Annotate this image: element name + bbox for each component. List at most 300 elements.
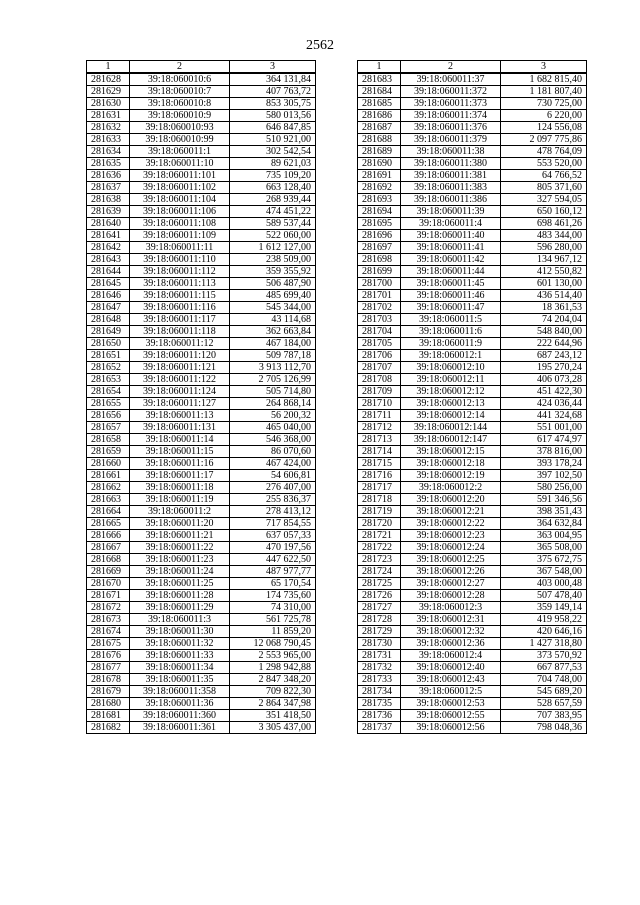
table-row — [87, 278, 316, 290]
cadastral-number-cell: 39:18:060011:20 — [130, 518, 230, 530]
table-row — [87, 86, 316, 98]
value-cell: 2 097 775,86 — [501, 134, 587, 146]
cadastral-number-cell: 39:18:060011:376 — [401, 122, 501, 134]
cadastral-number-cell: 39:18:060011:23 — [130, 554, 230, 566]
row-number-cell: 281714 — [358, 446, 401, 458]
row-number-cell: 281654 — [87, 386, 130, 398]
cadastral-number-cell: 39:18:060011:22 — [130, 542, 230, 554]
value-cell: 424 036,44 — [501, 398, 587, 410]
table-row — [358, 542, 587, 554]
cadastral-number-cell: 39:18:060012:13 — [401, 398, 501, 410]
row-number-cell: 281657 — [87, 422, 130, 434]
cadastral-number-cell: 39:18:060011:120 — [130, 350, 230, 362]
cadastral-number-cell: 39:18:060011:2 — [130, 506, 230, 518]
table-row — [87, 578, 316, 590]
value-cell: 650 160,12 — [501, 206, 587, 218]
table-row — [358, 206, 587, 218]
row-number-cell: 281631 — [87, 110, 130, 122]
value-cell: 276 407,00 — [230, 482, 316, 494]
table-row — [87, 638, 316, 650]
cadastral-number-cell: 39:18:060011:44 — [401, 266, 501, 278]
table-row — [358, 434, 587, 446]
table-row — [358, 674, 587, 686]
row-number-cell: 281732 — [358, 662, 401, 674]
value-cell: 327 594,05 — [501, 194, 587, 206]
table-row — [87, 170, 316, 182]
row-number-cell: 281643 — [87, 254, 130, 266]
row-number-cell: 281731 — [358, 650, 401, 662]
table-header-row — [358, 61, 587, 74]
table-row — [358, 578, 587, 590]
row-number-cell: 281704 — [358, 326, 401, 338]
value-cell: 522 060,00 — [230, 230, 316, 242]
row-number-cell: 281667 — [87, 542, 130, 554]
value-cell: 397 102,50 — [501, 470, 587, 482]
row-number-cell: 281696 — [358, 230, 401, 242]
row-number-cell: 281629 — [87, 86, 130, 98]
cadastral-number-cell: 39:18:060010:99 — [130, 134, 230, 146]
value-cell: 663 128,40 — [230, 182, 316, 194]
value-cell: 134 967,12 — [501, 254, 587, 266]
column-header-1: 1 — [358, 61, 401, 74]
row-number-cell: 281676 — [87, 650, 130, 662]
table-row — [358, 170, 587, 182]
table-row — [358, 638, 587, 650]
cadastral-number-cell: 39:18:060012:20 — [401, 494, 501, 506]
cadastral-number-cell: 39:18:060011:374 — [401, 110, 501, 122]
row-number-cell: 281737 — [358, 722, 401, 734]
column-header-3: 3 — [230, 61, 316, 74]
value-cell: 798 048,36 — [501, 722, 587, 734]
cadastral-number-cell: 39:18:060011:39 — [401, 206, 501, 218]
table-row — [358, 98, 587, 110]
value-cell: 447 622,50 — [230, 554, 316, 566]
value-cell: 637 057,33 — [230, 530, 316, 542]
value-cell: 363 004,95 — [501, 530, 587, 542]
value-cell: 3 305 437,00 — [230, 722, 316, 734]
row-number-cell: 281686 — [358, 110, 401, 122]
table-row — [358, 386, 587, 398]
cadastral-number-cell: 39:18:060011:42 — [401, 254, 501, 266]
cadastral-number-cell: 39:18:060011:379 — [401, 134, 501, 146]
table-row — [87, 374, 316, 386]
cadastral-number-cell: 39:18:060012:15 — [401, 446, 501, 458]
cadastral-number-cell: 39:18:060011:121 — [130, 362, 230, 374]
row-number-cell: 281652 — [87, 362, 130, 374]
row-number-cell: 281630 — [87, 98, 130, 110]
table-row — [358, 602, 587, 614]
cadastral-number-cell: 39:18:060011:32 — [130, 638, 230, 650]
row-number-cell: 281650 — [87, 338, 130, 350]
row-number-cell: 281711 — [358, 410, 401, 422]
table-row — [87, 254, 316, 266]
cadastral-number-cell: 39:18:060012:31 — [401, 614, 501, 626]
row-number-cell: 281709 — [358, 386, 401, 398]
row-number-cell: 281722 — [358, 542, 401, 554]
value-cell: 222 644,96 — [501, 338, 587, 350]
cadastral-number-cell: 39:18:060011:18 — [130, 482, 230, 494]
value-cell: 485 699,40 — [230, 290, 316, 302]
table-row — [87, 338, 316, 350]
value-cell: 436 514,40 — [501, 290, 587, 302]
cadastral-number-cell: 39:18:060011:127 — [130, 398, 230, 410]
value-cell: 54 606,81 — [230, 470, 316, 482]
cadastral-number-cell: 39:18:060012:144 — [401, 422, 501, 434]
table-row — [87, 73, 316, 86]
row-number-cell: 281659 — [87, 446, 130, 458]
cadastral-number-cell: 39:18:060011:109 — [130, 230, 230, 242]
table-row — [87, 662, 316, 674]
cadastral-number-cell: 39:18:060012:10 — [401, 362, 501, 374]
table-row — [358, 314, 587, 326]
cadastral-number-cell: 39:18:060010:9 — [130, 110, 230, 122]
row-number-cell: 281669 — [87, 566, 130, 578]
row-number-cell: 281639 — [87, 206, 130, 218]
table-row — [87, 458, 316, 470]
table-row — [87, 218, 316, 230]
table-row — [87, 494, 316, 506]
table-row — [358, 482, 587, 494]
cadastral-number-cell: 39:18:060011:360 — [130, 710, 230, 722]
row-number-cell: 281677 — [87, 662, 130, 674]
value-cell: 74 204,04 — [501, 314, 587, 326]
row-number-cell: 281701 — [358, 290, 401, 302]
cadastral-number-cell: 39:18:060011:24 — [130, 566, 230, 578]
table-row — [358, 614, 587, 626]
cadastral-number-cell: 39:18:060011:3 — [130, 614, 230, 626]
table-row — [87, 98, 316, 110]
table-row — [87, 146, 316, 158]
cadastral-number-cell: 39:18:060012:4 — [401, 650, 501, 662]
cadastral-number-cell: 39:18:060012:19 — [401, 470, 501, 482]
table-row — [358, 122, 587, 134]
row-number-cell: 281673 — [87, 614, 130, 626]
cadastral-number-cell: 39:18:060011:45 — [401, 278, 501, 290]
row-number-cell: 281736 — [358, 710, 401, 722]
value-cell: 1 298 942,88 — [230, 662, 316, 674]
table-row — [358, 158, 587, 170]
table-row — [358, 290, 587, 302]
row-number-cell: 281640 — [87, 218, 130, 230]
table-row — [87, 422, 316, 434]
value-cell: 2 705 126,99 — [230, 374, 316, 386]
value-cell: 441 324,68 — [501, 410, 587, 422]
table-row — [358, 446, 587, 458]
table-row — [358, 650, 587, 662]
cadastral-number-cell: 39:18:060011:113 — [130, 278, 230, 290]
row-number-cell: 281664 — [87, 506, 130, 518]
value-cell: 174 735,60 — [230, 590, 316, 602]
value-cell: 3 913 112,70 — [230, 362, 316, 374]
value-cell: 375 672,75 — [501, 554, 587, 566]
column-header-2: 2 — [130, 61, 230, 74]
cadastral-number-cell: 39:18:060010:6 — [130, 73, 230, 86]
value-cell: 467 424,00 — [230, 458, 316, 470]
table-row — [87, 434, 316, 446]
table-row — [358, 422, 587, 434]
table-row — [358, 698, 587, 710]
table-row — [87, 110, 316, 122]
value-cell: 351 418,50 — [230, 710, 316, 722]
value-cell: 717 854,55 — [230, 518, 316, 530]
value-cell: 412 550,82 — [501, 266, 587, 278]
value-cell: 698 461,26 — [501, 218, 587, 230]
value-cell: 735 109,20 — [230, 170, 316, 182]
value-cell: 465 040,00 — [230, 422, 316, 434]
row-number-cell: 281647 — [87, 302, 130, 314]
row-number-cell: 281628 — [87, 73, 130, 86]
row-number-cell: 281663 — [87, 494, 130, 506]
value-cell: 509 787,18 — [230, 350, 316, 362]
table-row — [358, 350, 587, 362]
row-number-cell: 281680 — [87, 698, 130, 710]
table-row — [358, 626, 587, 638]
cadastral-number-cell: 39:18:060012:12 — [401, 386, 501, 398]
value-cell: 704 748,00 — [501, 674, 587, 686]
value-cell: 56 200,32 — [230, 410, 316, 422]
cadastral-number-cell: 39:18:060011:5 — [401, 314, 501, 326]
value-cell: 407 763,72 — [230, 86, 316, 98]
value-cell: 124 556,08 — [501, 122, 587, 134]
cadastral-number-cell: 39:18:060011:41 — [401, 242, 501, 254]
row-number-cell: 281687 — [358, 122, 401, 134]
cadastral-number-cell: 39:18:060012:36 — [401, 638, 501, 650]
table-row — [358, 110, 587, 122]
table-row — [87, 698, 316, 710]
table-row — [87, 590, 316, 602]
row-number-cell: 281735 — [358, 698, 401, 710]
table-row — [87, 626, 316, 638]
value-cell: 264 868,14 — [230, 398, 316, 410]
cadastral-number-cell: 39:18:060011:117 — [130, 314, 230, 326]
value-cell: 64 766,52 — [501, 170, 587, 182]
table-row — [358, 194, 587, 206]
cadastral-number-cell: 39:18:060012:40 — [401, 662, 501, 674]
cadastral-number-cell: 39:18:060011:1 — [130, 146, 230, 158]
table-row — [358, 134, 587, 146]
row-number-cell: 281678 — [87, 674, 130, 686]
row-number-cell: 281734 — [358, 686, 401, 698]
value-cell: 1 612 127,00 — [230, 242, 316, 254]
value-cell: 2 553 965,00 — [230, 650, 316, 662]
cadastral-number-cell: 39:18:060011:13 — [130, 410, 230, 422]
value-cell: 805 371,60 — [501, 182, 587, 194]
cadastral-number-cell: 39:18:060011:16 — [130, 458, 230, 470]
cadastral-number-cell: 39:18:060010:8 — [130, 98, 230, 110]
cadastral-number-cell: 39:18:060012:22 — [401, 518, 501, 530]
value-cell: 1 427 318,80 — [501, 638, 587, 650]
value-cell: 393 178,24 — [501, 458, 587, 470]
table-row — [358, 494, 587, 506]
table-row — [358, 398, 587, 410]
cadastral-number-cell: 39:18:060011:6 — [401, 326, 501, 338]
cadastral-number-cell: 39:18:060012:1 — [401, 350, 501, 362]
row-number-cell: 281649 — [87, 326, 130, 338]
table-row — [87, 554, 316, 566]
value-cell: 362 663,84 — [230, 326, 316, 338]
cadastral-number-cell: 39:18:060011:38 — [401, 146, 501, 158]
table-row — [87, 326, 316, 338]
cadastral-number-cell: 39:18:060011:40 — [401, 230, 501, 242]
table-row — [358, 326, 587, 338]
value-cell: 255 836,37 — [230, 494, 316, 506]
table-left — [86, 60, 316, 734]
value-cell: 367 548,00 — [501, 566, 587, 578]
value-cell: 546 368,00 — [230, 434, 316, 446]
table-row — [358, 230, 587, 242]
cadastral-number-cell: 39:18:060012:32 — [401, 626, 501, 638]
row-number-cell: 281699 — [358, 266, 401, 278]
value-cell: 528 657,59 — [501, 698, 587, 710]
row-number-cell: 281726 — [358, 590, 401, 602]
column-header-3: 3 — [501, 61, 587, 74]
cadastral-number-cell: 39:18:060011:10 — [130, 158, 230, 170]
table-right — [357, 60, 587, 734]
value-cell: 398 351,43 — [501, 506, 587, 518]
cadastral-number-cell: 39:18:060012:25 — [401, 554, 501, 566]
cadastral-number-cell: 39:18:060012:56 — [401, 722, 501, 734]
table-row — [358, 566, 587, 578]
cadastral-number-cell: 39:18:060011:46 — [401, 290, 501, 302]
row-number-cell: 281648 — [87, 314, 130, 326]
value-cell: 483 344,00 — [501, 230, 587, 242]
cadastral-number-cell: 39:18:060011:30 — [130, 626, 230, 638]
cadastral-number-cell: 39:18:060011:4 — [401, 218, 501, 230]
table-row — [358, 722, 587, 734]
row-number-cell: 281693 — [358, 194, 401, 206]
table-row — [87, 266, 316, 278]
value-cell: 451 422,30 — [501, 386, 587, 398]
cadastral-number-cell: 39:18:060011:361 — [130, 722, 230, 734]
cadastral-number-cell: 39:18:060011:14 — [130, 434, 230, 446]
table-row — [358, 146, 587, 158]
row-number-cell: 281635 — [87, 158, 130, 170]
value-cell: 403 000,48 — [501, 578, 587, 590]
row-number-cell: 281703 — [358, 314, 401, 326]
table-row — [87, 470, 316, 482]
cadastral-number-cell: 39:18:060011:29 — [130, 602, 230, 614]
value-cell: 474 451,22 — [230, 206, 316, 218]
value-cell: 551 001,00 — [501, 422, 587, 434]
row-number-cell: 281730 — [358, 638, 401, 650]
table-row — [358, 338, 587, 350]
value-cell: 359 355,92 — [230, 266, 316, 278]
value-cell: 1 682 815,40 — [501, 73, 587, 86]
row-number-cell: 281655 — [87, 398, 130, 410]
column-header-2: 2 — [401, 61, 501, 74]
table-row — [87, 530, 316, 542]
value-cell: 617 474,97 — [501, 434, 587, 446]
row-number-cell: 281662 — [87, 482, 130, 494]
cadastral-number-cell: 39:18:060011:131 — [130, 422, 230, 434]
row-number-cell: 281646 — [87, 290, 130, 302]
row-number-cell: 281665 — [87, 518, 130, 530]
cadastral-number-cell: 39:18:060012:11 — [401, 374, 501, 386]
table-row — [87, 206, 316, 218]
cadastral-number-cell: 39:18:060011:9 — [401, 338, 501, 350]
cadastral-number-cell: 39:18:060011:108 — [130, 218, 230, 230]
table-row — [87, 194, 316, 206]
row-number-cell: 281642 — [87, 242, 130, 254]
value-cell: 89 621,03 — [230, 158, 316, 170]
value-cell: 730 725,00 — [501, 98, 587, 110]
row-number-cell: 281718 — [358, 494, 401, 506]
value-cell: 506 487,90 — [230, 278, 316, 290]
row-number-cell: 281727 — [358, 602, 401, 614]
row-number-cell: 281719 — [358, 506, 401, 518]
value-cell: 406 073,28 — [501, 374, 587, 386]
cadastral-number-cell: 39:18:060012:28 — [401, 590, 501, 602]
row-number-cell: 281679 — [87, 686, 130, 698]
cadastral-number-cell: 39:18:060012:43 — [401, 674, 501, 686]
row-number-cell: 281670 — [87, 578, 130, 590]
table-row — [87, 410, 316, 422]
value-cell: 419 958,22 — [501, 614, 587, 626]
row-number-cell: 281712 — [358, 422, 401, 434]
row-number-cell: 281733 — [358, 674, 401, 686]
row-number-cell: 281638 — [87, 194, 130, 206]
table-row — [358, 530, 587, 542]
row-number-cell: 281716 — [358, 470, 401, 482]
cadastral-number-cell: 39:18:060011:104 — [130, 194, 230, 206]
cadastral-number-cell: 39:18:060011:34 — [130, 662, 230, 674]
value-cell: 6 220,00 — [501, 110, 587, 122]
table-row — [87, 350, 316, 362]
cadastral-number-cell: 39:18:060011:124 — [130, 386, 230, 398]
value-cell: 278 413,12 — [230, 506, 316, 518]
table-row — [358, 518, 587, 530]
cadastral-number-cell: 39:18:060011:21 — [130, 530, 230, 542]
cadastral-number-cell: 39:18:060012:147 — [401, 434, 501, 446]
cadastral-number-cell: 39:18:060011:33 — [130, 650, 230, 662]
value-cell: 420 646,16 — [501, 626, 587, 638]
row-number-cell: 281645 — [87, 278, 130, 290]
table-row — [87, 134, 316, 146]
row-number-cell: 281702 — [358, 302, 401, 314]
cadastral-number-cell: 39:18:060011:15 — [130, 446, 230, 458]
table-row — [87, 182, 316, 194]
row-number-cell: 281632 — [87, 122, 130, 134]
table-row — [87, 518, 316, 530]
value-cell: 74 310,00 — [230, 602, 316, 614]
cadastral-number-cell: 39:18:060010:93 — [130, 122, 230, 134]
row-number-cell: 281637 — [87, 182, 130, 194]
cadastral-number-cell: 39:18:060011:115 — [130, 290, 230, 302]
table-row — [87, 542, 316, 554]
cadastral-number-cell: 39:18:060012:27 — [401, 578, 501, 590]
value-cell: 2 847 348,20 — [230, 674, 316, 686]
table-row — [358, 410, 587, 422]
table-row — [358, 590, 587, 602]
cadastral-number-cell: 39:18:060012:55 — [401, 710, 501, 722]
table-row — [87, 674, 316, 686]
cadastral-number-cell: 39:18:060011:17 — [130, 470, 230, 482]
value-cell: 487 977,77 — [230, 566, 316, 578]
value-cell: 268 939,44 — [230, 194, 316, 206]
value-cell: 364 632,84 — [501, 518, 587, 530]
value-cell: 364 131,84 — [230, 73, 316, 86]
value-cell: 545 689,20 — [501, 686, 587, 698]
row-number-cell: 281633 — [87, 134, 130, 146]
cadastral-number-cell: 39:18:060012:53 — [401, 698, 501, 710]
value-cell: 238 509,00 — [230, 254, 316, 266]
row-number-cell: 281723 — [358, 554, 401, 566]
cadastral-number-cell: 39:18:060010:7 — [130, 86, 230, 98]
value-cell: 589 537,44 — [230, 218, 316, 230]
table-row — [358, 73, 587, 86]
table-row — [358, 218, 587, 230]
row-number-cell: 281717 — [358, 482, 401, 494]
